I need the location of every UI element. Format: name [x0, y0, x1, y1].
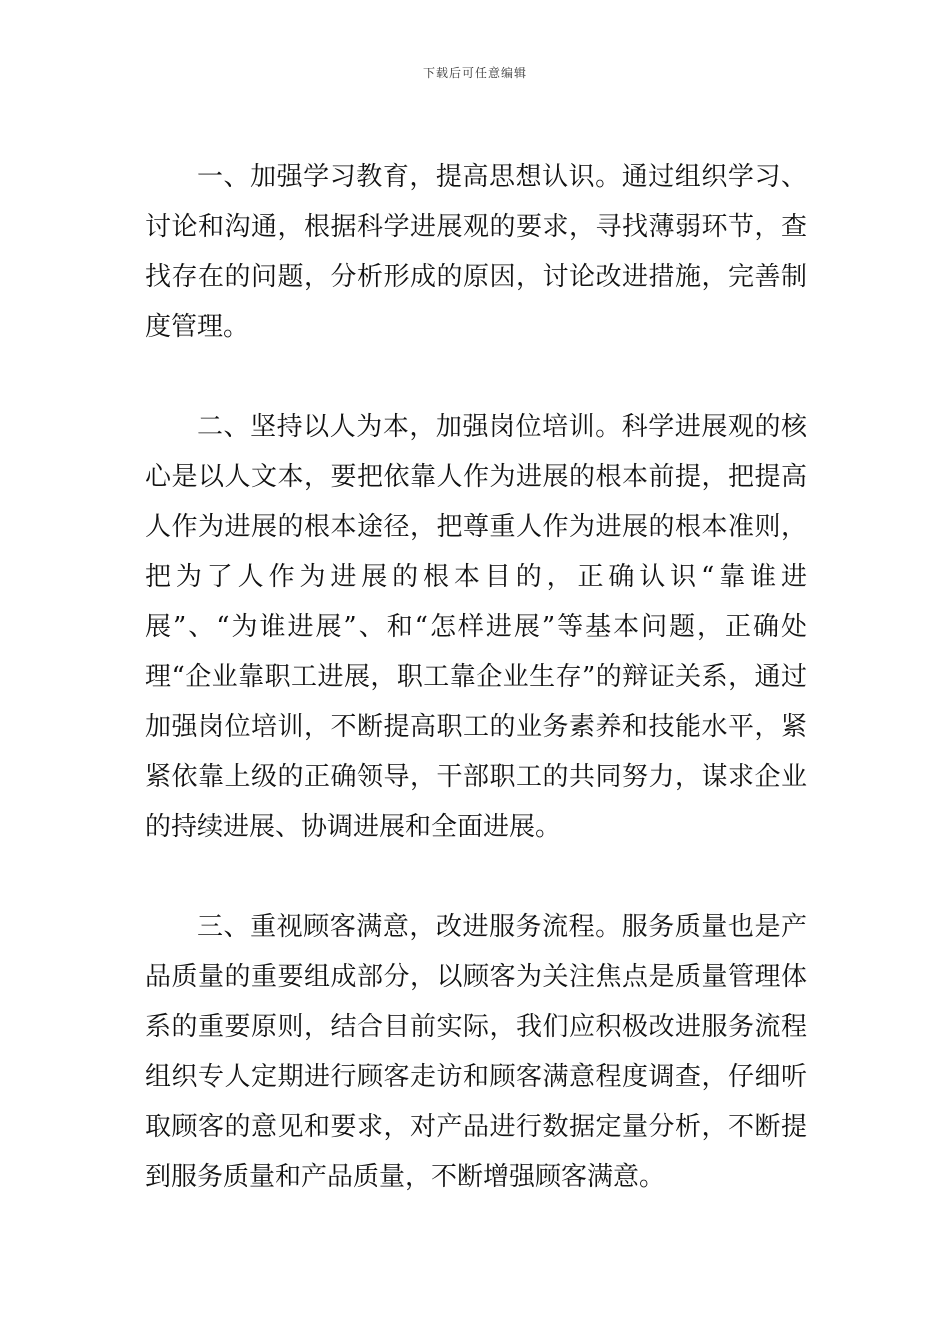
paragraph-2: 二、坚持以人为本，加强岗位培训。科学进展观的核心是以人文本，要把依靠人作为进展的根本前提，把提高人作为进展的根本途径，把尊重人作为进展的根本准则，把为了人作为进展的根本目的，正确认识“靠谁进展”、“为谁进展”、和“怎样进展”等基本问题，正确处理“企业靠职工进展，职工靠企业生存”的辩证关系，通过加强岗位培训，不断提高职工的业务素养和技能水平，紧紧依靠上级的正确领导，干部职工的共同努力，谋求企业的持续进展、协调进展和全面进展。 — [145, 412, 807, 842]
header-note: 下载后可任意编辑 — [422, 66, 527, 80]
paragraph-1: 一、加强学习教育，提高思想认识。通过组织学习、讨论和沟通，根据科学进展观的要求，寻找薄弱环节，查找存在的问题，分析形成的原因，讨论改进措施，完善制度管理。 — [145, 162, 807, 342]
paragraph-3: 三、重视顾客满意，改进服务流程。服务质量也是产品质量的重要组成部分，以顾客为关注焦点是质量管理体系的重要原则，结合目前实际，我们应积极改进服务流程组织专人定期进行顾客走访和顾客满意程度调查，仔细听取顾客的意见和要求，对产品进行数据定量分析，不断提到服务质量和产品质量，不断增强顾客满意。 — [145, 912, 807, 1192]
document-body — [145, 152, 807, 1202]
